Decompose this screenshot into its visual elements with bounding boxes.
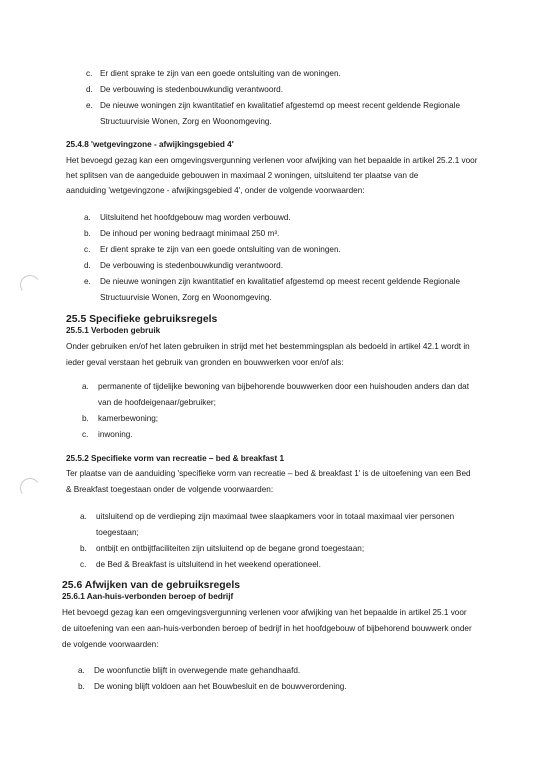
paragraph-line: & Breakfast toegestaan onder de volgende voorwaarden: (66, 485, 274, 494)
paragraph-line: Het bevoegd gezag kan een omgevingsvergunning verlenen voor afwijking van het bepaalde in artikel 25.1 voor (62, 608, 467, 617)
paragraph-line: de uitoefening van een aan-huis-verbonden beroep of bedrijf in het hoofdgebouw of bijbehorend bouwwerk onder (62, 624, 472, 633)
list-letter: a. (82, 382, 89, 391)
list-item: De inhoud per woning bedraagt minimaal 250 m³. (100, 229, 280, 238)
list-letter: a. (78, 666, 85, 675)
list-letter: b. (84, 229, 91, 238)
punch-hole-mark (18, 476, 41, 499)
list-item: De nieuwe woningen zijn kwantitatief en kwalitatief afgestemd op meest recent geldende Regionale (100, 277, 461, 286)
list-letter: e. (84, 277, 91, 286)
paragraph-line: de volgende voorwaarden: (62, 640, 159, 649)
list-item: Er dient sprake te zijn van een goede ontsluiting van de woningen. (100, 245, 341, 254)
list-item-continuation: van de hoofdeigenaar/gebruiker; (98, 398, 216, 407)
list-item: inwoning. (98, 430, 133, 439)
list-item: De nieuwe woningen zijn kwantitatief en kwalitatief afgestemd op meest recent geldende Regionale (100, 101, 461, 110)
section-heading: 25.6 Afwijken van de gebruiksregels (62, 580, 241, 591)
list-letter: c. (84, 245, 91, 254)
list-letter: b. (80, 544, 87, 553)
list-item: De verbouwing is stedenbouwkundig verantwoord. (100, 261, 283, 270)
list-letter: a. (84, 213, 91, 222)
list-letter: a. (80, 512, 87, 521)
paragraph-line: aanduiding 'wetgevingzone - afwijkingsgebied 4', onder de volgende voorwaarden: (66, 186, 365, 195)
list-item: permanente of tijdelijke bewoning van bijbehorende bouwwerken door een huishouden anders dan dat (98, 382, 469, 391)
paragraph-line: het splitsen van de aangeduide gebouwen in maximaal 2 woningen, uitsluitend ter plaatse van de (66, 171, 419, 180)
list-letter: c. (80, 560, 87, 569)
paragraph-line: Onder gebruiken en/of het laten gebruiken in strijd met het bestemmingsplan als bedoeld in artikel 42.1 wordt in (66, 342, 470, 351)
subsection-heading: 25.5.1 Verboden gebruik (66, 326, 161, 335)
section-heading: 25.5.2 Specifieke vorm van recreatie – bed & breakfast 1 (66, 454, 284, 463)
section-heading: 25.4.8 'wetgevingzone - afwijkingsgebied 4' (66, 140, 234, 149)
list-letter: c. (82, 430, 89, 439)
list-letter: b. (78, 682, 85, 691)
list-item: ontbijt en ontbijtfaciliteiten zijn uitsluitend op de begane grond toegestaan; (96, 544, 365, 553)
list-letter: e. (86, 101, 93, 110)
list-letter: d. (86, 85, 93, 94)
list-item: uitsluitend op de verdieping zijn maximaal twee slaapkamers voor in totaal maximaal vier personen (96, 512, 455, 521)
list-item: De verbouwing is stedenbouwkundig verantwoord. (100, 85, 283, 94)
list-item: De woonfunctie blijft in overwegende mate gehandhaafd. (94, 666, 301, 675)
list-item: de Bed & Breakfast is uitsluitend in het weekend operationeel. (96, 560, 321, 569)
list-item: Er dient sprake te zijn van een goede ontsluiting van de woningen. (100, 69, 341, 78)
subsection-heading: 25.6.1 Aan-huis-verbonden beroep of bedrijf (62, 592, 234, 601)
punch-hole-mark (18, 273, 41, 296)
section-heading: 25.5 Specifieke gebruiksregels (66, 314, 218, 325)
paragraph-line: ieder geval verstaan het gebruik van gronden en bouwwerken voor en/of als: (66, 358, 344, 367)
list-item: kamerbewoning; (98, 414, 159, 423)
list-letter: d. (84, 261, 91, 270)
list-item: De woning blijft voldoen aan het Bouwbesluit en de bouwverordening. (94, 682, 347, 691)
list-item-continuation: toegestaan; (96, 528, 139, 537)
paragraph-line: Het bevoegd gezag kan een omgevingsvergunning verlenen voor afwijking van het bepaalde in artikel 25.2.1 voor (66, 156, 478, 165)
list-letter: c. (86, 69, 93, 78)
list-letter: b. (82, 414, 89, 423)
paragraph-line: Ter plaatse van de aanduiding 'specifieke vorm van recreatie – bed & breakfast 1' is de uitoefening van een Bed (66, 469, 471, 478)
list-item-continuation: Structuurvisie Wonen, Zorg en Woonomgeving. (100, 293, 272, 302)
list-item-continuation: Structuurvisie Wonen, Zorg en Woonomgeving. (100, 117, 272, 126)
list-item: Uitsluitend het hoofdgebouw mag worden verbouwd. (100, 213, 291, 222)
